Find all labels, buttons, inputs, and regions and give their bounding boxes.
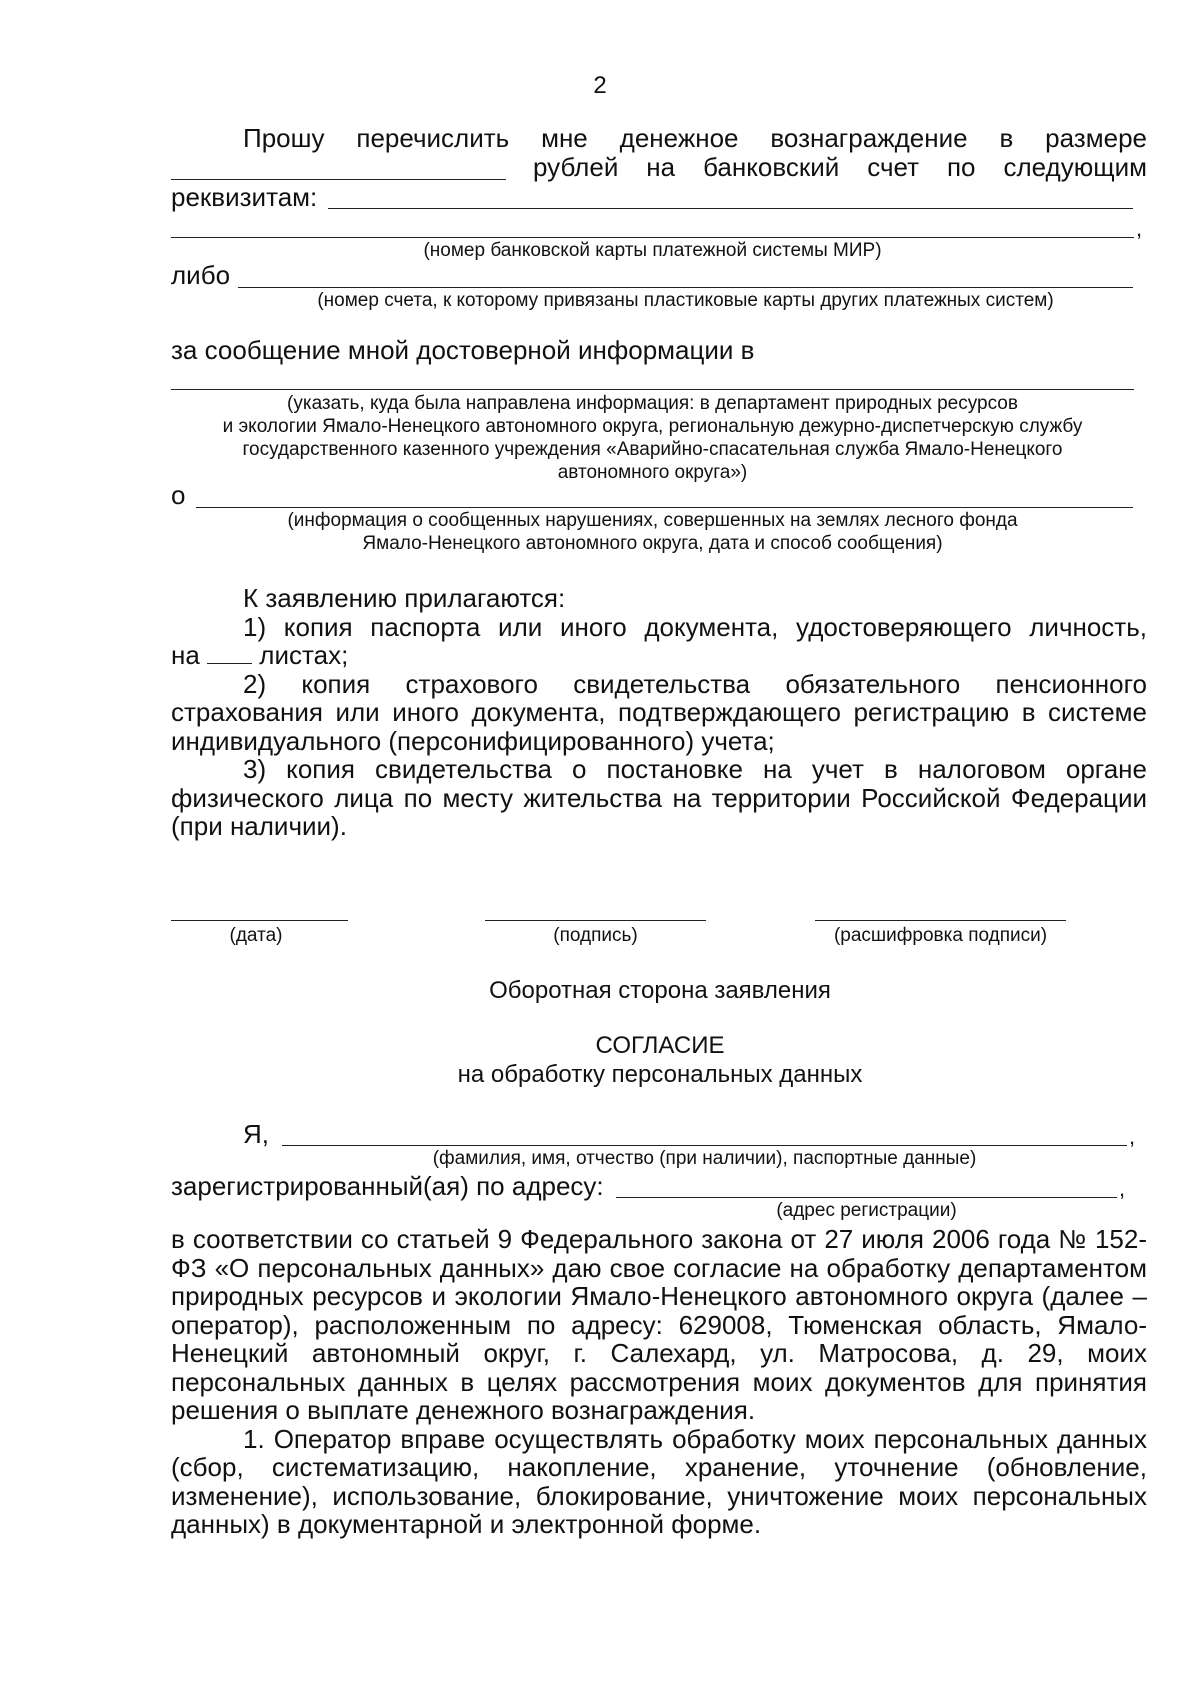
mir-comma: ,	[1136, 216, 1143, 241]
o-label: о	[171, 480, 186, 510]
amount-blank[interactable]	[171, 179, 506, 180]
account-blank[interactable]	[238, 287, 1133, 288]
info-where-blank[interactable]	[171, 389, 1134, 390]
signature-decode-caption: (расшифровка подписи)	[833, 925, 1048, 946]
attachment-item-3: 3) копия свидетельства о постановке на учет в налоговом органе физического лица по месту жительства на территории Российской Федерации (при наличии).	[171, 754, 1147, 841]
signature-decode-blank[interactable]	[815, 920, 1066, 921]
attachments-section	[171, 584, 1147, 841]
date-blank[interactable]	[171, 920, 348, 921]
consent-subtitle: на обработку персональных данных	[457, 1061, 863, 1088]
attachment-item-2-line1: 2) копия страхового свидетельства обязательного пенсионного	[243, 668, 1147, 699]
consent-body	[171, 1225, 1147, 1539]
signature-caption: (подпись)	[553, 925, 638, 946]
attachment-item-1: 1) копия паспорта или иного документа, удостоверяющего личность,	[243, 611, 1147, 642]
registered-label: зарегистрированный(ая) по адресу:	[171, 1171, 604, 1201]
signature-blank[interactable]	[485, 920, 706, 921]
rekvizity-blank[interactable]	[328, 208, 1133, 209]
fio-blank[interactable]	[282, 1145, 1127, 1146]
info-about-caption: (информация о сообщенных нарушениях, совершенных на землях лесного фонда Ямало-Ненецкого автономного округа, дата и способ сообщения)	[287, 510, 1018, 554]
address-caption: (адрес регистрации)	[776, 1200, 957, 1221]
payment-paragraph-line1: Прошу перечислить мне денежное вознаграждение в размере	[243, 123, 1147, 153]
libo-label: либо	[171, 260, 231, 290]
ya-label: Я,	[243, 1119, 269, 1149]
account-caption: (номер счета, к которому привязаны пластиковые карты других платежных систем)	[317, 290, 1054, 311]
info-about-blank[interactable]	[196, 507, 1133, 508]
date-caption: (дата)	[229, 925, 283, 946]
consent-title: СОГЛАСИЕ	[595, 1032, 725, 1059]
attachment-item-1-pages: на листах;	[171, 640, 349, 670]
consent-item-1: 1. Оператор вправе осуществлять обработку моих персональных данных (сбор, систематизацию, накопление, хранение, уточнение (обновление, изменение), использование, блокирование, уничтожение моих персональных данных) в документарной и электронной форме.	[171, 1423, 1147, 1539]
info-label: за сообщение мной достоверной информации в	[171, 335, 755, 365]
attachments-heading: К заявлению прилагаются:	[243, 583, 566, 613]
address-comma: ,	[1119, 1176, 1126, 1201]
address-blank[interactable]	[616, 1197, 1117, 1198]
mir-card-blank[interactable]	[171, 237, 1134, 238]
fio-caption: (фамилия, имя, отчество (при наличии), паспортные данные)	[432, 1148, 977, 1169]
consent-body-text: в соответствии со статьей 9 Федерального закона от 27 июля 2006 года № 152-ФЗ «О персональных данных» даю свое согласие на обработку департаментом природных ресурсов и экологии Ямало-Ненецкого автономного округа (далее – оператор), расположенным по адресу: 629008, Тюменская область, Ямало-Ненецкий автономный округ, г. Салехард, ул. Матросова, д. 29, моих персональных данных в целях рассмотрения моих документов для принятия решения о выплате денежного вознаграждения.	[171, 1224, 1147, 1425]
fio-comma: ,	[1129, 1124, 1136, 1149]
info-where-caption: (указать, куда была направлена информация: в департамент природных ресурсов и экологии Ямало-Ненецкого автономного округа, региональную дежурно-диспетчерскую службу государственного казенного учреждения «Аварийно-спасательная служба Ямало-Ненецкого автономного округа»)	[222, 393, 1083, 483]
pages-count-blank[interactable]	[207, 649, 252, 664]
rubles-text: рублей на банковский счет по следующим	[533, 152, 1147, 182]
rekvizity-label: реквизитам:	[171, 182, 318, 212]
reverse-side-heading: Оборотная сторона заявления	[489, 977, 831, 1004]
mir-card-caption: (номер банковской карты платежной системы МИР)	[423, 240, 882, 261]
page-number: 2	[593, 72, 607, 99]
attachment-item-2-rest: страхования или иного документа, подтверждающего регистрацию в системе индивидуального (персонифицированного) учета;	[171, 697, 1147, 756]
